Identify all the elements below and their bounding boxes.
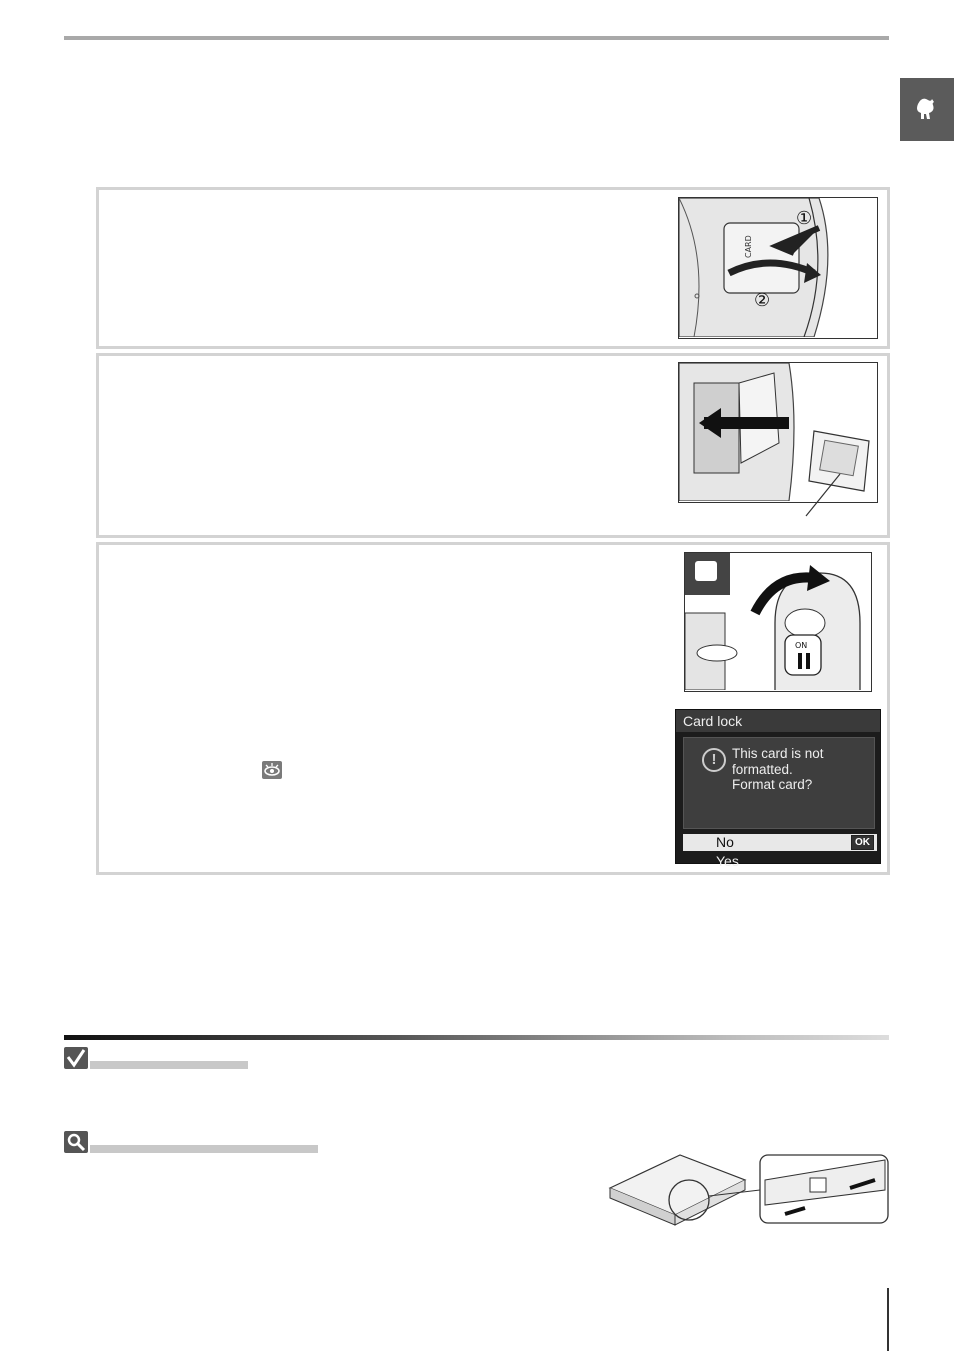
header-rule [64,36,889,40]
card-door-label: CARD [744,235,753,258]
rooster-icon [912,94,942,126]
write-protect-illustration [605,1150,890,1230]
step-1-figure [678,197,878,339]
option-yes[interactable] [683,853,877,870]
card-leader-line [800,470,850,520]
message-line: Format card? [732,777,813,792]
message-line: This card is not [732,746,824,761]
ok-badge: OK [851,835,874,850]
magnifier-icon [64,1131,88,1153]
option-yes-label: Yes [716,853,739,869]
screen-message [732,746,872,793]
power-switch-label: ON [795,641,808,650]
step-1-marker-1: ① [796,208,813,229]
step-1-marker-2: ② [754,290,771,311]
caution-heading-bar [90,1061,248,1069]
warning-icon: ! [702,748,726,772]
eye-icon [262,761,282,779]
message-line: formatted. [732,761,793,777]
page-number-rule [887,1288,889,1351]
notes-heading-bar [90,1145,318,1153]
chapter-tab [900,78,954,141]
step-3-figure [684,552,872,692]
card-lock-screen [675,709,881,869]
checkmark-icon [64,1047,88,1069]
option-no[interactable] [683,834,877,851]
option-no-label: No [716,834,734,850]
section-rule [64,1035,889,1040]
screen-title: Card lock [676,710,880,732]
screen-message-panel [683,737,875,829]
